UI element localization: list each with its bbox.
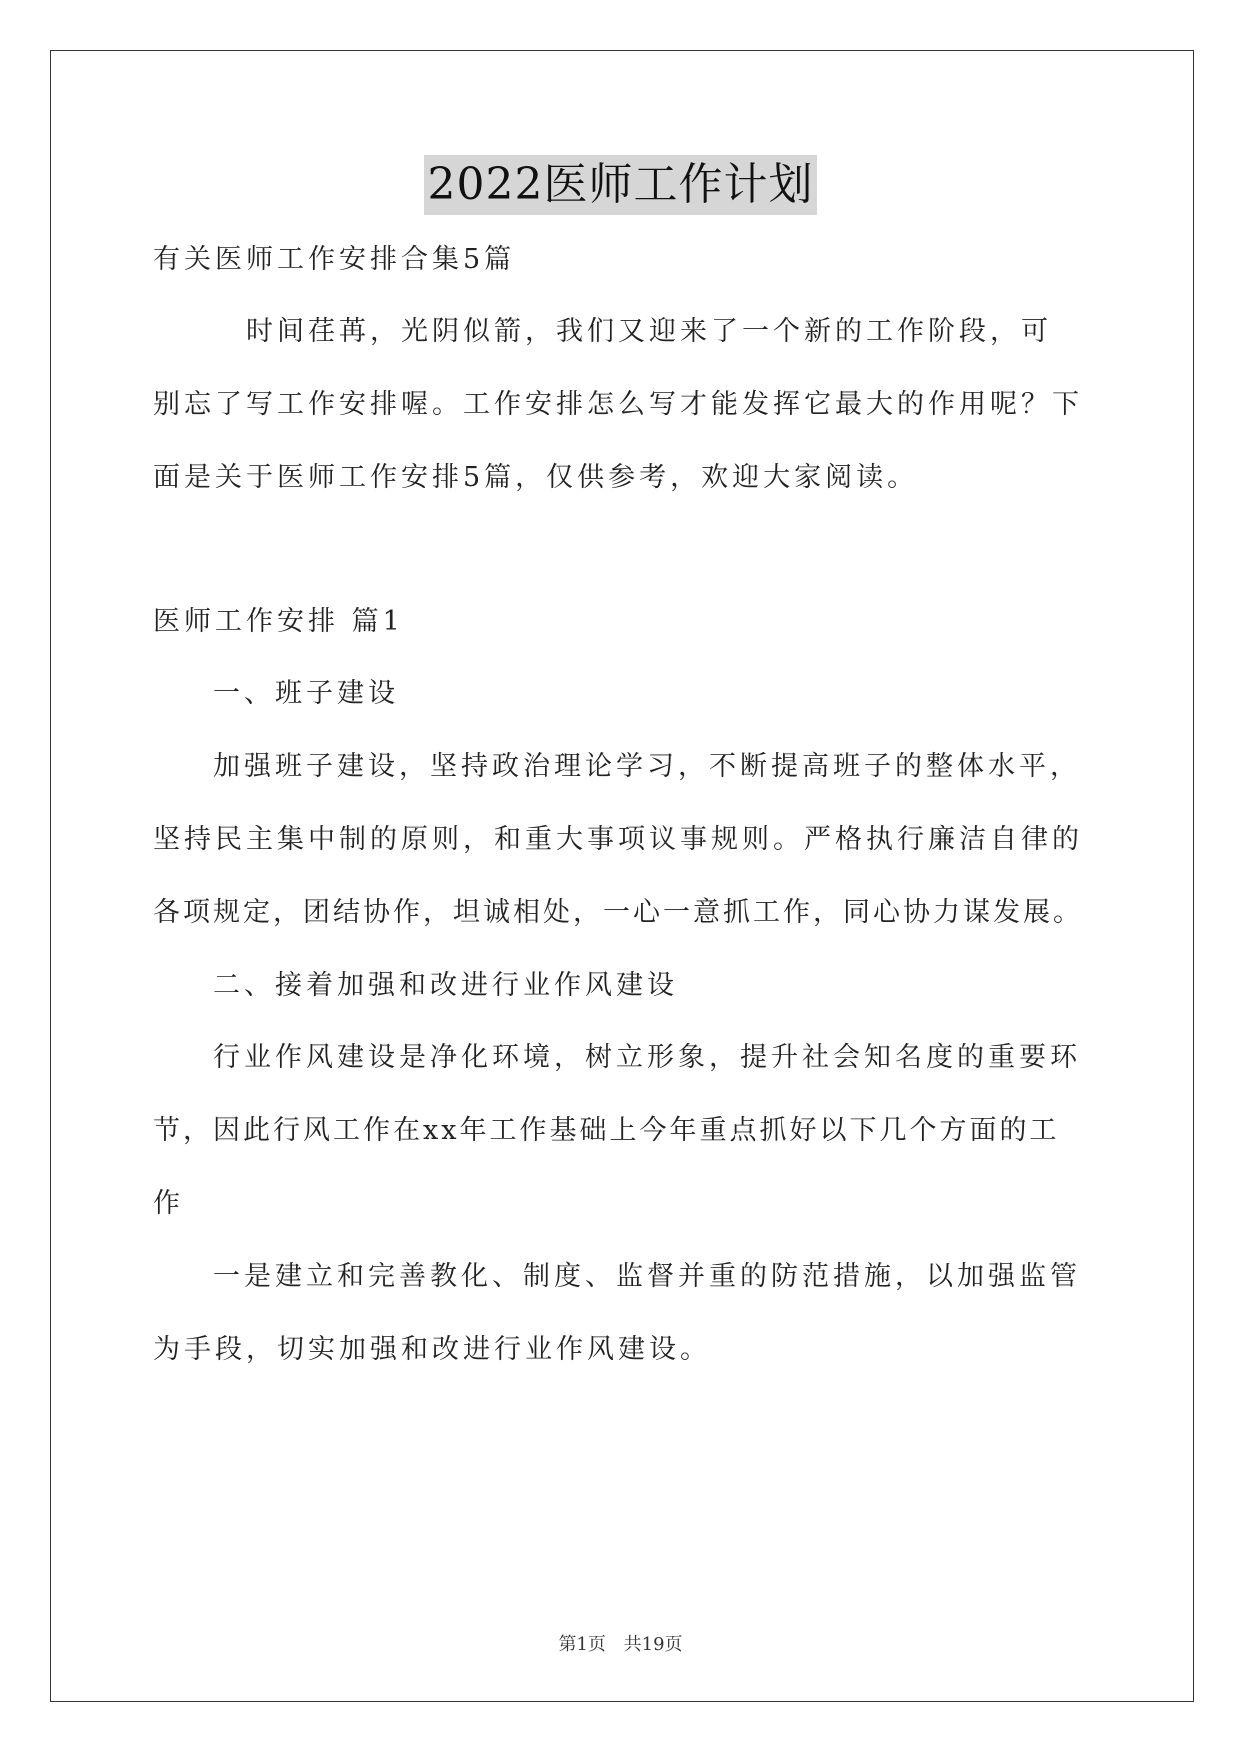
title-wrap <box>0 155 1241 215</box>
para-2-line-1: 行业作风建设是净化环境，树立形象，提升社会知名度的重要环 <box>213 1042 1081 1073</box>
document-title: 2022医师工作计划 <box>424 155 818 215</box>
document-subtitle: 有关医师工作安排合集5篇 <box>153 244 516 275</box>
para-1-line-1: 加强班子建设，坚持政治理论学习，不断提高班子的整体水平， <box>213 751 1081 782</box>
para-3-line-1: 一是建立和完善教化、制度、监督并重的防范措施，以加强监管 <box>213 1261 1081 1292</box>
para-3-line-2: 为手段，切实加强和改进行业作风建设。 <box>153 1334 711 1365</box>
page-number: 第1页 <box>558 1634 606 1655</box>
heading-1: 一、班子建设 <box>213 678 399 709</box>
section-heading: 医师工作安排 篇1 <box>153 606 404 637</box>
para-2-line-3: 作 <box>153 1188 184 1219</box>
page-border <box>50 50 1194 1702</box>
para-2-line-2: 节，因此行风工作在xx年工作基础上今年重点抓好以下几个方面的工 <box>153 1115 1060 1146</box>
intro-line-1: 时间荏苒，光阴似箭，我们又迎来了一个新的工作阶段，可 <box>246 316 1052 347</box>
intro-line-2: 别忘了写工作安排喔。工作安排怎么写才能发挥它最大的作用呢？下 <box>153 389 1083 420</box>
para-1-line-3: 各项规定，团结协作，坦诚相处，一心一意抓工作，同心协力谋发展。 <box>153 897 1083 928</box>
page-total: 共19页 <box>623 1634 683 1655</box>
para-1-line-2: 坚持民主集中制的原则，和重大事项议事规则。严格执行廉洁自律的 <box>153 824 1083 855</box>
heading-2: 二、接着加强和改进行业作风建设 <box>213 970 678 1001</box>
page-footer <box>0 1630 1241 1656</box>
intro-line-3: 面是关于医师工作安排5篇，仅供参考，欢迎大家阅读。 <box>153 462 919 493</box>
